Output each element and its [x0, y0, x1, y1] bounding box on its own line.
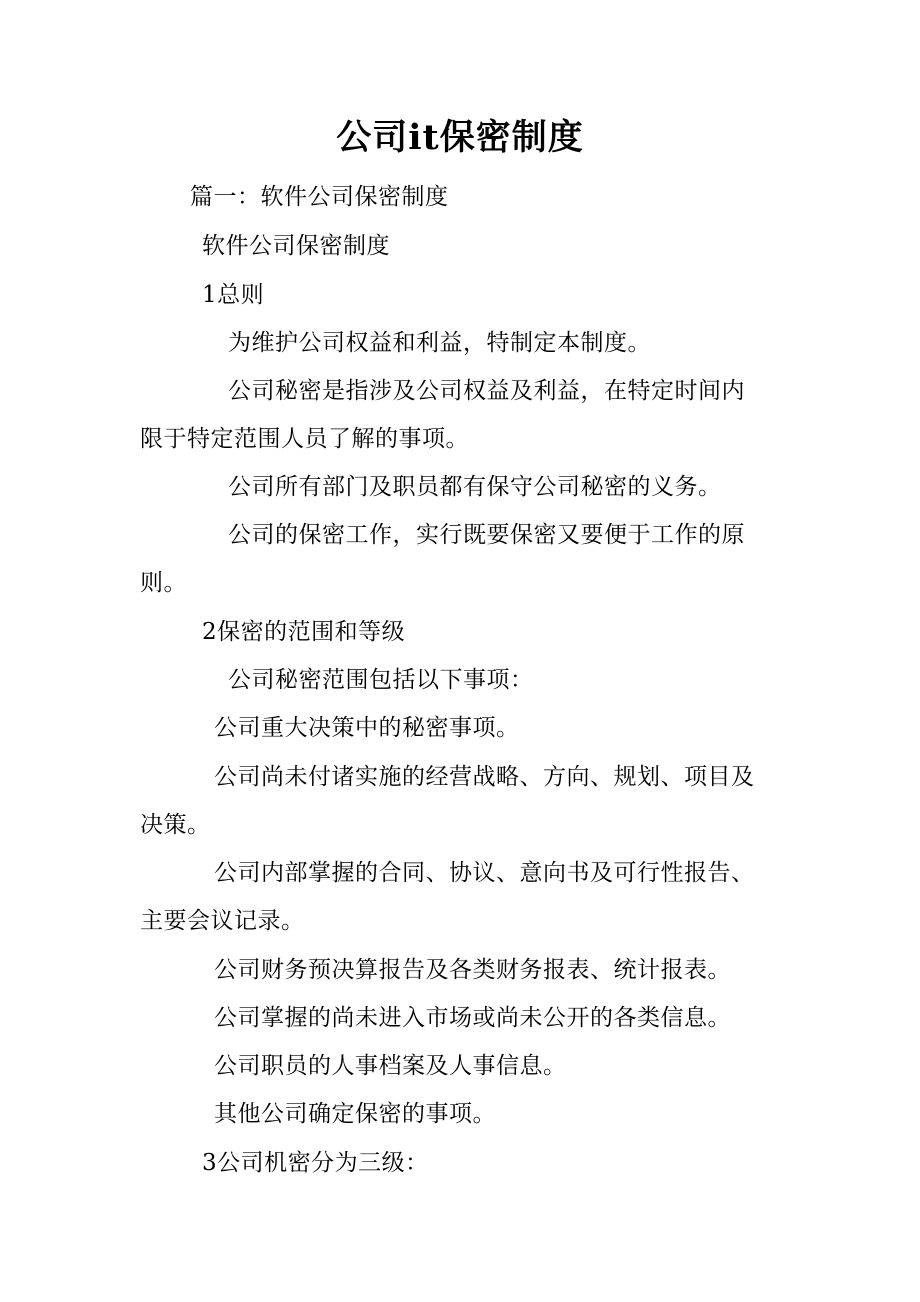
text-line: 主要会议记录。: [140, 908, 305, 934]
text-line: 公司内部掌握的合同、协议、意向书及可行性报告、: [214, 860, 755, 886]
text-line: 则。: [140, 570, 187, 596]
text-line: 篇一：软件公司保密制度: [190, 184, 449, 210]
text-line: 2保密的范围和等级: [202, 619, 406, 645]
text-line: 公司的保密工作，实行既要保密又要便于工作的原: [228, 522, 745, 548]
text-line: 其他公司确定保密的事项。: [214, 1101, 496, 1127]
text-line: 1总则: [202, 282, 265, 308]
document-title: 公司it保密制度: [336, 117, 584, 158]
text-line: 公司尚未付诸实施的经营战略、方向、规划、项目及: [214, 764, 755, 790]
text-line: 公司掌握的尚未进入市场或尚未公开的各类信息。: [214, 1005, 731, 1031]
text-line: 公司秘密范围包括以下事项：: [228, 667, 534, 693]
text-line: 公司财务预决算报告及各类财务报表、统计报表。: [214, 957, 731, 983]
text-line: 公司秘密是指涉及公司权益及利益，在特定时间内: [228, 378, 745, 404]
text-line: 为维护公司权益和利益，特制定本制度。: [228, 330, 651, 356]
text-line: 公司职员的人事档案及人事信息。: [214, 1053, 567, 1079]
text-line: 决策。: [140, 812, 211, 838]
text-line: 软件公司保密制度: [202, 233, 390, 259]
text-line: 限于特定范围人员了解的事项。: [140, 426, 469, 452]
text-line: 公司重大决策中的秘密事项。: [214, 715, 520, 741]
text-line: 3公司机密分为三级：: [202, 1150, 429, 1176]
text-line: 公司所有部门及职员都有保守公司秘密的义务。: [228, 474, 722, 500]
